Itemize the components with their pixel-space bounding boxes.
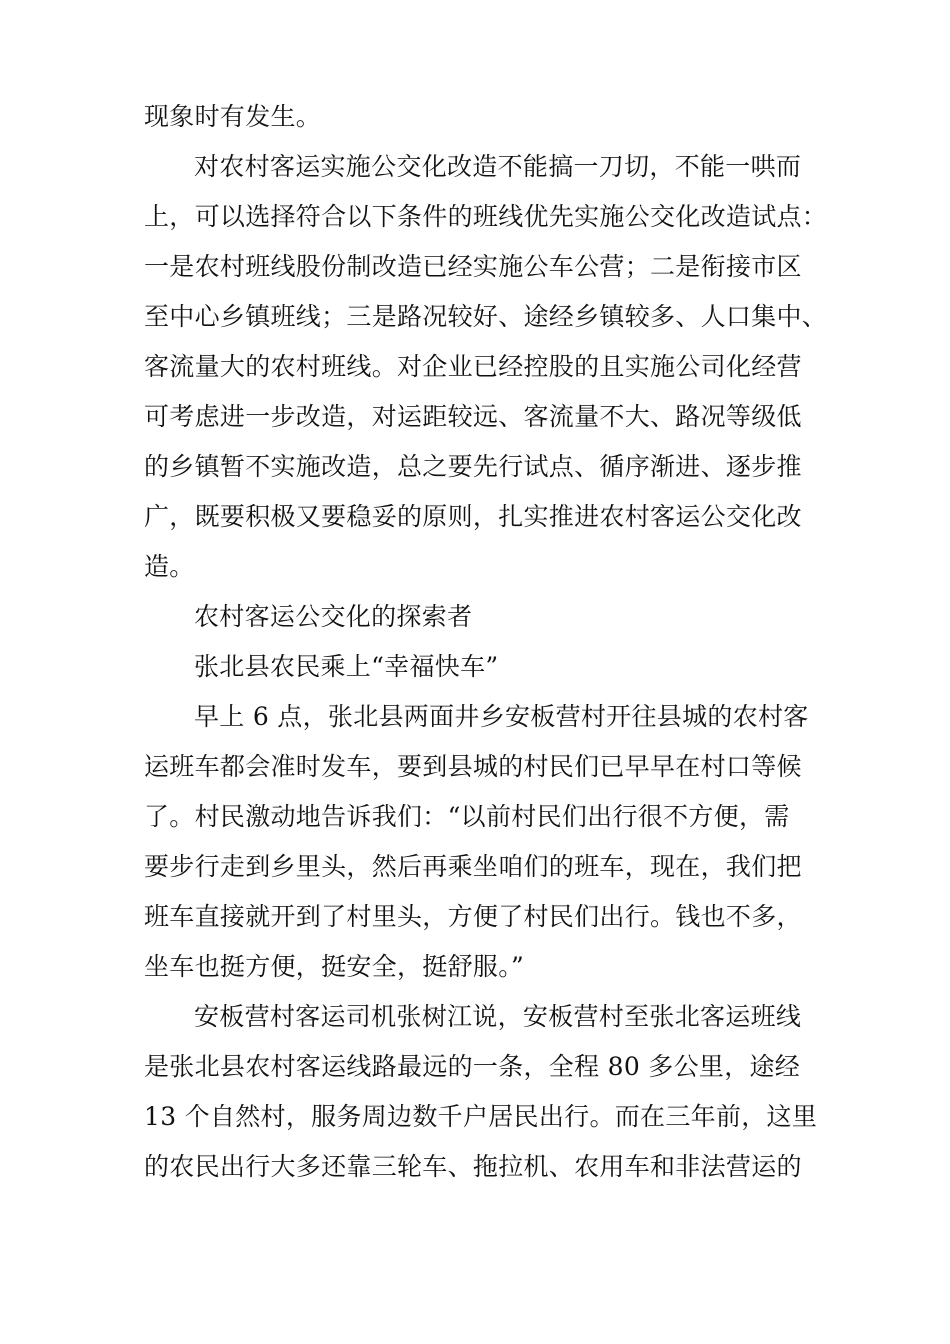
text-line: 运班车都会准时发车，要到县城的村民们已早早在村口等候 xyxy=(144,752,802,781)
text-line: 的农民出行大多还靠三轮车、拖拉机、农用车和非法营运的 xyxy=(144,1152,802,1181)
text-line: 坐车也挺方便，挺安全，挺舒服。” xyxy=(144,952,525,981)
text-line: 一是农村班线股份制改造已经实施公车公营；二是衔接市区 xyxy=(144,252,802,281)
text-line: 13 个自然村，服务周边数千户居民出行。而在三年前，这里 xyxy=(144,1102,818,1131)
text-line: 班车直接就开到了村里头，方便了村民们出行。钱也不多， xyxy=(144,902,802,931)
text-line: 至中心乡镇班线；三是路况较好、途经乡镇较多、人口集中、 xyxy=(144,302,828,331)
text-line: 是张北县农村客运线路最远的一条，全程 80 多公里，途经 xyxy=(144,1052,801,1081)
text-line: 了。村民激动地告诉我们：“以前村民们出行很不方便，需 xyxy=(144,802,790,831)
paragraph-start-line: 对农村客运实施公交化改造不能搞一刀切，不能一哄而 xyxy=(194,152,802,181)
text-line: 要步行走到乡里头，然后再乘坐咱们的班车，现在，我们把 xyxy=(144,852,802,881)
paragraph-start-line: 安板营村客运司机张树江说，安板营村至张北客运班线 xyxy=(194,1002,802,1031)
text-line: 广，既要积极又要稳妥的原则，扎实推进农村客运公交化改 xyxy=(144,502,802,531)
text-line: 客流量大的农村班线。对企业已经控股的且实施公司化经营 xyxy=(144,352,802,381)
text-line: 可考虑进一步改造，对运距较远、客流量不大、路况等级低 xyxy=(144,402,802,431)
section-heading: 农村客运公交化的探索者 xyxy=(194,602,473,631)
text-line: 造。 xyxy=(144,552,195,581)
text-line: 现象时有发生。 xyxy=(144,102,322,131)
body-text xyxy=(144,92,828,1192)
text-line: 上，可以选择符合以下条件的班线优先实施公交化改造试点： xyxy=(144,202,828,231)
text-line: 的乡镇暂不实施改造，总之要先行试点、循序渐进、逐步推 xyxy=(144,452,802,481)
paragraph-start-line: 早上 6 点，张北县两面井乡安板营村开往县城的农村客 xyxy=(194,702,809,731)
article-title: 张北县农民乘上“幸福快车” xyxy=(194,652,499,681)
